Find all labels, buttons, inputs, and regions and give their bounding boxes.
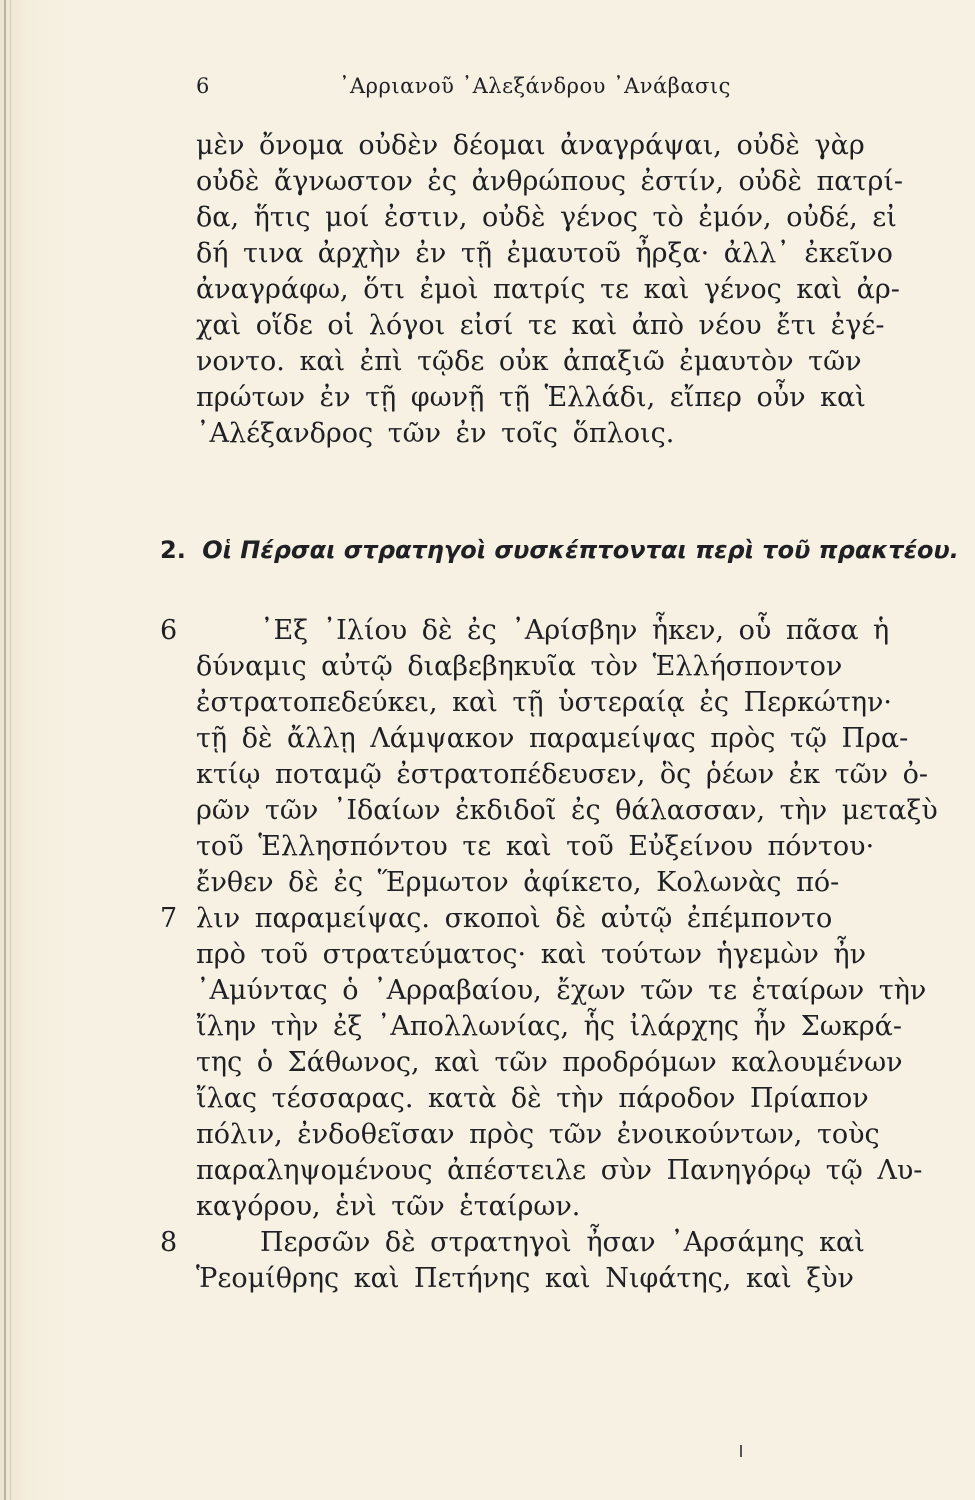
line-text: δύναμις αὐτῷ διαβεβηκυῖα τὸν Ἑλλήσποντον — [196, 651, 843, 682]
print-mark — [740, 1445, 742, 1457]
text-line — [160, 685, 920, 721]
line-text: κτίῳ ποταμῷ ἐστρατοπέδευσεν, ὃς ῥέων ἐκ τῶν ὀ- — [196, 759, 928, 790]
line-text: ἐστρατοπεδεύκει, καὶ τῇ ὑστεραίᾳ ἐς Περκώτην· — [196, 687, 893, 718]
text-line — [160, 721, 920, 757]
text-line — [160, 649, 920, 685]
text-line — [160, 1189, 920, 1225]
text-line — [160, 613, 920, 649]
line-text: πόλιν, ἐνδοθεῖσαν πρὸς τῶν ἐνοικούντων, τοὺς — [196, 1119, 880, 1150]
text-line — [160, 973, 927, 1009]
paragraph-2 — [160, 613, 938, 1297]
text-line: πρώτων ἐν τῇ φωνῇ τῇ Ἑλλάδι, εἴπερ οὖν καὶ — [196, 382, 866, 413]
line-text: καγόρου, ἑνὶ τῶν ἑταίρων. — [196, 1191, 581, 1222]
text-line — [160, 1045, 920, 1081]
binding-edge — [4, 0, 6, 1500]
section-margin-number: 7 — [160, 903, 178, 934]
running-head-title: ᾿Αρριανοῦ ᾿Αλεξάνδρου ᾿Ανάβασις — [339, 74, 731, 98]
text-line — [160, 1153, 923, 1189]
text-line: δή τινα ἀρχὴν ἐν τῇ ἐμαυτοῦ ἦρξα· ἀλλ᾿ ἐκεῖνο — [196, 238, 893, 269]
text-line: ἀναγράφω, ὅτι ἐμοὶ πατρίς τε καὶ γένος καὶ ἀρ- — [196, 274, 900, 305]
text-line — [160, 1225, 920, 1261]
section-number: 2. — [160, 536, 186, 564]
line-text: πρὸ τοῦ στρατεύματος· καὶ τούτων ἡγεμὼν ἦν — [196, 939, 866, 970]
text-line — [160, 1009, 920, 1045]
text-line: οὐδὲ ἄγνωστον ἐς ἀνθρώπους ἐστίν, οὐδὲ πατρί- — [196, 166, 904, 197]
text-line: ᾿Αλέξανδρος τῶν ἐν τοῖς ὅπλοις. — [196, 418, 675, 449]
text-line — [160, 901, 920, 937]
text-line: δα, ἥτις μοί ἐστιν, οὐδὲ γένος τὸ ἐμόν, οὐδέ, εἰ — [196, 202, 897, 233]
line-text: παραληψομένους ἀπέστειλε σὺν Πανηγόρῳ τῷ Λυ- — [196, 1155, 923, 1186]
line-text: ἴλην τὴν ἐξ ᾿Απολλωνίας, ἧς ἰλάρχης ἦν Σωκρά- — [196, 1011, 902, 1042]
paragraph-1 — [196, 128, 916, 452]
text-line: νοντο. καὶ ἐπὶ τῷδε οὐκ ἀπαξιῶ ἐμαυτὸν τῶν — [196, 346, 862, 377]
line-text: τοῦ Ἑλλησπόντου τε καὶ τοῦ Εὐξείνου πόντου· — [196, 831, 875, 862]
line-text: ᾿Αμύντας ὁ ᾿Αρραβαίου, ἔχων τῶν τε ἑταίρων τὴν — [196, 975, 927, 1006]
binding-edge-inner — [10, 0, 11, 1500]
line-text: ἔνθεν δὲ ἐς Ἕρμωτον ἀφίκετο, Κολωνὰς πό- — [196, 867, 840, 898]
text-line: μὲν ὄνομα οὐδὲν δέομαι ἀναγράψαι, οὐδὲ γὰρ — [196, 130, 865, 161]
line-text: Περσῶν δὲ στρατηγοὶ ἦσαν ᾿Αρσάμης καὶ — [260, 1227, 865, 1258]
section-margin-number: 8 — [160, 1227, 178, 1258]
text-line — [160, 829, 920, 865]
running-head — [196, 74, 756, 104]
line-text: λιν παραμείψας. σκοποὶ δὲ αὐτῷ ἐπέμποντο — [196, 903, 833, 934]
line-text: ἴλας τέσσαρας. κατὰ δὲ τὴν πάροδον Πρίαπον — [196, 1083, 869, 1114]
line-text: της ὁ Σάθωνος, καὶ τῶν προδρόμων καλουμένων — [196, 1047, 903, 1078]
line-text: Ῥεομίθρης καὶ Πετήνης καὶ Νιφάτης, καὶ ξὺν — [196, 1263, 854, 1294]
text-line — [160, 1081, 920, 1117]
text-line — [160, 793, 938, 829]
text-line: χαὶ οἵδε οἱ λόγοι εἰσί τε καὶ ἀπὸ νέου ἔτι ἐγέ- — [196, 310, 885, 341]
line-text: ᾿Εξ ᾿Ιλίου δὲ ἐς ᾿Αρίσβην ἧκεν, οὗ πᾶσα ἡ — [260, 615, 890, 646]
text-line — [160, 937, 920, 973]
section-margin-number: 6 — [160, 615, 178, 646]
section-heading — [160, 536, 959, 564]
line-text: τῇ δὲ ἄλλῃ Λάμψακον παραμείψας πρὸς τῷ Πρα- — [196, 723, 909, 754]
section-title: Οἱ Πέρσαι στρατηγοὶ συσκέπτονται περὶ τοῦ πρακτέου. — [202, 536, 959, 564]
text-line — [160, 757, 928, 793]
text-line — [160, 1261, 920, 1297]
text-line — [160, 1117, 920, 1153]
line-text: ρῶν τῶν ᾿Ιδαίων ἐκδιδοῖ ἐς θάλασσαν, τὴν μεταξὺ — [196, 795, 938, 826]
text-line — [160, 865, 920, 901]
page-number: 6 — [196, 74, 210, 98]
